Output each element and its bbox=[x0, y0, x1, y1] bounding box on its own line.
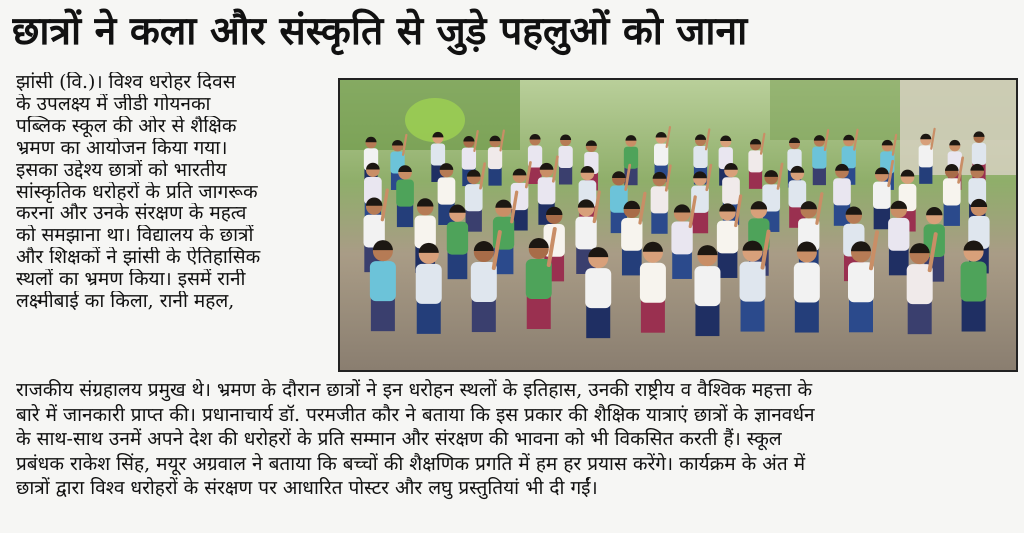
student-figure bbox=[370, 240, 396, 331]
article-line: पब्लिक स्कूल की ओर से शैक्षिक bbox=[16, 115, 237, 137]
student-figure bbox=[624, 135, 638, 185]
student-figure bbox=[812, 130, 828, 185]
group-photo bbox=[338, 78, 1018, 372]
student-figure bbox=[787, 138, 801, 188]
article-line: झांसी (वि.)। विश्व धरोहर दिवस bbox=[16, 72, 236, 93]
student-figure bbox=[396, 165, 414, 227]
student-figure bbox=[528, 134, 542, 184]
student-figure bbox=[748, 134, 764, 189]
student-figure bbox=[794, 242, 820, 333]
student-figure bbox=[465, 164, 485, 232]
student-figure bbox=[961, 241, 987, 332]
student-figure bbox=[888, 201, 909, 276]
article-line: छात्रों द्वारा विश्व धरोहरों के संरक्षण पर आधारित पोस्टर और लघु प्रस्तुतियां भी दी गईं। bbox=[16, 477, 598, 500]
article-line: स्थलों का भ्रमण किया। इसमें रानी bbox=[16, 269, 246, 291]
student-figure bbox=[671, 197, 695, 279]
article-line: करना और उनके संरक्षण के महत्व bbox=[16, 203, 247, 225]
article-line: के साथ-साथ उनमें अपने देश की धरोहरों के प्रति सम्मान और संरक्षण की भावना को भी विकसित करती हैं। स्कूल bbox=[16, 428, 782, 451]
student-figure bbox=[471, 232, 500, 332]
student-figure bbox=[558, 134, 572, 184]
student-figure bbox=[694, 245, 720, 336]
student-figure bbox=[919, 129, 935, 184]
student-figure bbox=[416, 243, 442, 334]
article-line: और शिक्षकों ने झांसी के ऐतिहासिक bbox=[16, 247, 261, 269]
student-figure bbox=[526, 229, 555, 329]
student-figure bbox=[651, 166, 671, 234]
article-line: के उपलक्ष्य में जीडी गोयनका bbox=[16, 93, 211, 115]
article-line: भ्रमण का आयोजन किया गया। bbox=[16, 137, 228, 159]
article-line: बारे में जानकारी प्राप्त की। प्रधानाचार्य डॉ. परमजीत कौर ने बताया कि इस प्रकार की शैक्षिक यात्राएं छात्रों के ज्ञानवर्धन bbox=[16, 403, 815, 426]
article-column-text bbox=[16, 72, 332, 313]
article-line: इसका उद्देश्य छात्रों को भारतीय bbox=[16, 159, 227, 181]
article-wide-text bbox=[16, 378, 1016, 501]
student-figure bbox=[717, 196, 741, 278]
student-figure bbox=[740, 232, 769, 332]
headline: छात्रों ने कला और संस्कृति से जुड़े पहलुओं को जाना bbox=[12, 9, 748, 54]
article-line: लक्ष्मीबाई का किला, रानी महल, bbox=[16, 291, 235, 313]
article-line: सांस्कृतिक धरोहरों के प्रति जागरूक bbox=[16, 181, 258, 203]
student-figure bbox=[447, 205, 468, 280]
student-figure bbox=[943, 158, 963, 226]
student-figure bbox=[873, 161, 893, 229]
student-figure bbox=[848, 232, 877, 332]
article-line: राजकीय संग्रहालय प्रमुख थे। भ्रमण के दौरान छात्रों ने इन धरोहन स्थलों के इतिहास, उनकी राष्ट्रीय व वैश्विक महत्ता के bbox=[16, 379, 813, 401]
student-figure bbox=[585, 247, 611, 338]
student-figure bbox=[488, 131, 504, 186]
article-line: को समझाना था। विद्यालय के छात्रों bbox=[16, 225, 254, 247]
group-photo-image bbox=[340, 80, 1016, 370]
student-figure bbox=[640, 242, 666, 333]
article-line: प्रबंधक राकेश सिंह, मयूर अग्रवाल ने बताया कि बच्चों की शैक्षणिक प्रगति में हम हर प्रयास करेंगे। कार्यक्रम के अंत में bbox=[16, 452, 806, 475]
student-figure bbox=[907, 234, 936, 334]
student-figure bbox=[621, 193, 645, 275]
